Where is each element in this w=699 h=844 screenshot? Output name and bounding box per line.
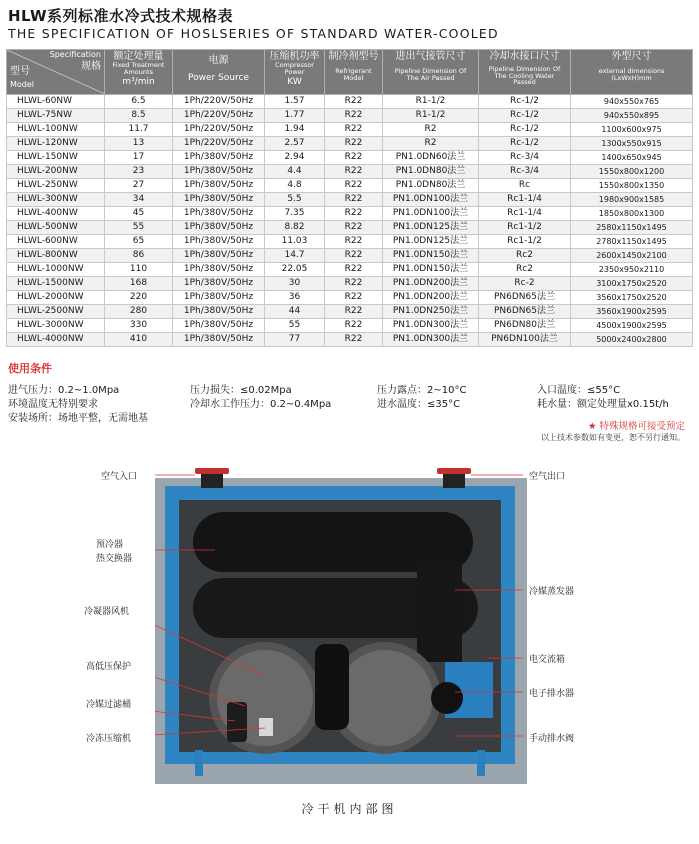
cell-power: 1Ph/380V/50Hz — [173, 277, 265, 291]
cell-flow: 11.7 — [105, 123, 173, 137]
cell-power: 1Ph/380V/50Hz — [173, 193, 265, 207]
header-dims-cn: 外型尺寸 — [611, 51, 652, 62]
cond-inlet-pressure: 进气压力：0.2~1.0Mpa — [8, 385, 120, 396]
cell-power: 1Ph/380V/50Hz — [173, 151, 265, 165]
cell-refrigerant: R22 — [325, 95, 383, 109]
fan-right-inner — [337, 650, 433, 746]
table-header-row — [7, 50, 693, 95]
cell-pipe: PN1.0DN80法兰 — [383, 179, 479, 193]
cell-flow: 55 — [105, 221, 173, 235]
cell-flow: 6.5 — [105, 95, 173, 109]
header-water-cn: 冷却水接口尺寸 — [489, 51, 560, 62]
table-row — [7, 151, 693, 165]
table-row — [7, 165, 693, 179]
cell-water: Rc1-1/2 — [479, 221, 571, 235]
cond-water-temp: 进水温度：≤35°C — [377, 399, 461, 410]
cell-water: PN6DN80法兰 — [479, 319, 571, 333]
cell-power: 1Ph/380V/50Hz — [173, 291, 265, 305]
cell-model: HLWL-1000NW — [7, 263, 105, 277]
leg-right — [477, 750, 485, 776]
header-compressor-unit: KW — [287, 77, 302, 87]
cell-water: Rc1-1/4 — [479, 207, 571, 221]
cell-water: Rc-1/2 — [479, 109, 571, 123]
cond-cooling-water-pressure: 冷却水工作压力：0.2~0.4Mpa — [190, 399, 332, 410]
table-row — [7, 291, 693, 305]
cell-refrigerant: R22 — [325, 207, 383, 221]
cell-flow: 8.5 — [105, 109, 173, 123]
cell-pipe: PN1.0DN80法兰 — [383, 165, 479, 179]
air-inlet-valve — [201, 472, 223, 488]
cond-pressure-loss: 压力损失：≤0.02Mpa — [190, 385, 292, 396]
cell-flow: 86 — [105, 249, 173, 263]
header-water-en3: Passed — [513, 78, 536, 86]
cell-water: Rc-1/2 — [479, 123, 571, 137]
cell-pipe: PN1.0DN250法兰 — [383, 305, 479, 319]
cell-flow: 13 — [105, 137, 173, 151]
cell-pipe: PN1.0DN150法兰 — [383, 263, 479, 277]
cell-power: 1Ph/380V/50Hz — [173, 319, 265, 333]
cell-water: Rc1-1/2 — [479, 235, 571, 249]
cell-pipe: PN1.0DN100法兰 — [383, 193, 479, 207]
cell-refrigerant: R22 — [325, 221, 383, 235]
table-row — [7, 319, 693, 333]
header-spec-en: Specification — [49, 50, 101, 59]
cell-power: 1Ph/380V/50Hz — [173, 305, 265, 319]
title-en: THE SPECIFICATION OF HOSLSERIES OF STANDARD WATER-COOLED — [8, 26, 499, 41]
label-pressure-protect: 高低压保护 — [86, 662, 132, 672]
cell-refrigerant: R22 — [325, 333, 383, 347]
cell-compressor: 7.35 — [265, 207, 325, 221]
header-water — [479, 50, 571, 95]
cell-refrigerant: R22 — [325, 151, 383, 165]
cell-compressor: 44 — [265, 305, 325, 319]
cell-dims: 940x550x765 — [571, 95, 693, 109]
cell-model: HLWL-150NW — [7, 151, 105, 165]
header-compressor-cn: 压缩机功率 — [269, 51, 320, 62]
cell-model: HLWL-4000NW — [7, 333, 105, 347]
cell-model: HLWL-400NW — [7, 207, 105, 221]
dryer-interior-photo — [155, 466, 527, 784]
cell-pipe: PN1.0DN150法兰 — [383, 249, 479, 263]
cell-model: HLWL-800NW — [7, 249, 105, 263]
cell-flow: 45 — [105, 207, 173, 221]
cell-dims: 2580x1150x1495 — [571, 221, 693, 235]
cell-pipe: PN1.0DN60法兰 — [383, 151, 479, 165]
cell-pipe: PN1.0DN100法兰 — [383, 207, 479, 221]
header-dims — [571, 50, 693, 95]
cell-flow: 17 — [105, 151, 173, 165]
cell-power: 1Ph/220V/50Hz — [173, 137, 265, 151]
cell-water: Rc2 — [479, 249, 571, 263]
label-evaporator: 冷媒蒸发器 — [529, 587, 575, 597]
cell-dims: 4500x1900x2595 — [571, 319, 693, 333]
label-precooler: 预冷器 — [96, 540, 124, 550]
cell-compressor: 55 — [265, 319, 325, 333]
cell-model: HLWL-250NW — [7, 179, 105, 193]
table-row — [7, 179, 693, 193]
air-inlet-handle — [195, 468, 229, 474]
cell-power: 1Ph/380V/50Hz — [173, 165, 265, 179]
label-control-box: 电交流箱 — [529, 655, 566, 665]
table-row — [7, 263, 693, 277]
cell-power: 1Ph/380V/50Hz — [173, 179, 265, 193]
cell-refrigerant: R22 — [325, 123, 383, 137]
cell-compressor: 77 — [265, 333, 325, 347]
header-refrigerant-en2: Model — [343, 73, 364, 82]
header-flow-en2: Amounts — [124, 67, 153, 76]
cell-flow: 330 — [105, 319, 173, 333]
cond-dew-point: 压力露点：2~10°C — [377, 385, 467, 396]
header-flow-en1: Fixed Treatment — [112, 61, 165, 69]
cell-flow: 410 — [105, 333, 173, 347]
cell-water: Rc-2 — [479, 277, 571, 291]
table-row — [7, 95, 693, 109]
header-dims-en1: external dimensions — [598, 67, 665, 75]
cell-pipe: PN1.0DN300法兰 — [383, 333, 479, 347]
cell-model: HLWL-600NW — [7, 235, 105, 249]
cell-flow: 23 — [105, 165, 173, 179]
label-air-in: 空气入口 — [101, 472, 138, 482]
header-refrigerant-cn: 制冷剂型号 — [328, 51, 379, 62]
cell-model: HLWL-75NW — [7, 109, 105, 123]
cell-model: HLWL-120NW — [7, 137, 105, 151]
cell-flow: 65 — [105, 235, 173, 249]
label-drain-manual: 手动排水阀 — [529, 734, 575, 744]
air-outlet-valve — [443, 472, 465, 488]
cell-dims: 2780x1150x1495 — [571, 235, 693, 249]
header-model-en: Model — [10, 80, 35, 89]
special-order-note: ★ 特殊规格可接受预定 — [587, 421, 685, 432]
leg-left — [195, 750, 203, 776]
cell-refrigerant: R22 — [325, 193, 383, 207]
header-flow-unit: m³/min — [122, 77, 155, 87]
cell-water: Rc-3/4 — [479, 151, 571, 165]
cell-water: Rc1-1/4 — [479, 193, 571, 207]
header-power — [173, 50, 265, 95]
label-drain-electronic: 电子排水器 — [529, 689, 575, 699]
cell-water: Rc2 — [479, 263, 571, 277]
cell-water: Rc-3/4 — [479, 165, 571, 179]
cond-install: 安装场所：场地平整，无需地基 — [8, 413, 148, 424]
header-flow-cn: 额定处理量 — [113, 51, 164, 62]
cell-refrigerant: R22 — [325, 235, 383, 249]
cell-dims: 1980x900x1585 — [571, 193, 693, 207]
cell-refrigerant: R22 — [325, 319, 383, 333]
cond-env-temp: 环境温度无特别要求 — [8, 399, 98, 410]
cell-pipe: R1-1/2 — [383, 95, 479, 109]
header-compressor-en2: Power — [284, 67, 305, 76]
cell-flow: 280 — [105, 305, 173, 319]
cell-dims: 1550x800x1350 — [571, 179, 693, 193]
cell-compressor: 1.57 — [265, 95, 325, 109]
cell-compressor: 2.94 — [265, 151, 325, 165]
cell-model: HLWL-1500NW — [7, 277, 105, 291]
diagram-caption: 冷干机内部图 — [301, 802, 398, 816]
cell-dims: 1300x550x915 — [571, 137, 693, 151]
air-outlet-handle — [437, 468, 471, 474]
label-air-out: 空气出口 — [529, 472, 566, 482]
cell-power: 1Ph/220V/50Hz — [173, 109, 265, 123]
header-water-en2: The Cooling Water — [494, 71, 555, 80]
cell-dims: 2600x1450x2100 — [571, 249, 693, 263]
cell-pipe: R2 — [383, 137, 479, 151]
cell-compressor: 1.94 — [265, 123, 325, 137]
table-row — [7, 249, 693, 263]
cell-water: PN6DN100法兰 — [479, 333, 571, 347]
cell-compressor: 4.8 — [265, 179, 325, 193]
cell-model: HLWL-300NW — [7, 193, 105, 207]
cell-compressor: 1.77 — [265, 109, 325, 123]
header-flow — [105, 50, 173, 95]
cell-pipe: R1-1/2 — [383, 109, 479, 123]
cell-model: HLWL-100NW — [7, 123, 105, 137]
header-pipe-en2: The Air Passed — [406, 73, 455, 82]
cell-flow: 27 — [105, 179, 173, 193]
cell-refrigerant: R22 — [325, 165, 383, 179]
cell-model: HLWL-60NW — [7, 95, 105, 109]
table-row — [7, 221, 693, 235]
cell-pipe: PN1.0DN125法兰 — [383, 235, 479, 249]
cell-power: 1Ph/380V/50Hz — [173, 235, 265, 249]
cell-dims: 1400x650x945 — [571, 151, 693, 165]
compressor-body — [315, 644, 349, 730]
cell-power: 1Ph/380V/50Hz — [173, 333, 265, 347]
cell-compressor: 5.5 — [265, 193, 325, 207]
cell-water: Rc — [479, 179, 571, 193]
table-row — [7, 193, 693, 207]
table-row — [7, 235, 693, 249]
label-condenser-fan: 冷凝器风机 — [84, 607, 130, 617]
cell-model: HLWL-200NW — [7, 165, 105, 179]
cell-dims: 1100x600x975 — [571, 123, 693, 137]
cell-flow: 110 — [105, 263, 173, 277]
cell-water: PN6DN65法兰 — [479, 305, 571, 319]
cell-pipe: PN1.0DN125法兰 — [383, 221, 479, 235]
header-compressor-en1: Compressor — [275, 61, 314, 69]
cell-power: 1Ph/380V/50Hz — [173, 207, 265, 221]
header-pipe — [383, 50, 479, 95]
cell-compressor: 14.7 — [265, 249, 325, 263]
cell-dims: 940x550x895 — [571, 109, 693, 123]
cell-compressor: 2.57 — [265, 137, 325, 151]
header-spec-cn: 规格 — [81, 61, 101, 72]
change-notice: 以上技术参数如有变更，恕不另行通知。 — [541, 433, 685, 442]
label-compressor: 冷冻压缩机 — [86, 734, 132, 744]
cell-compressor: 30 — [265, 277, 325, 291]
cell-flow: 220 — [105, 291, 173, 305]
cell-compressor: 8.82 — [265, 221, 325, 235]
riser-pipe — [417, 562, 462, 662]
header-water-en1: Pipeline Dimension Of — [488, 65, 561, 73]
filter-drum — [227, 702, 247, 742]
cond-water-consumption: 耗水量：额定处理量x0.15t/h — [537, 399, 669, 410]
cell-power: 1Ph/380V/50Hz — [173, 221, 265, 235]
cell-refrigerant: R22 — [325, 137, 383, 151]
pressure-switch — [259, 718, 273, 736]
table-row — [7, 305, 693, 319]
cell-refrigerant: R22 — [325, 305, 383, 319]
table-row — [7, 277, 693, 291]
cell-water: Rc-1/2 — [479, 95, 571, 109]
cell-dims: 3100x1750x2520 — [571, 277, 693, 291]
cell-compressor: 36 — [265, 291, 325, 305]
header-refrigerant-en1: Refrigerant — [335, 67, 372, 75]
table-row — [7, 137, 693, 151]
cell-dims: 2350x950x2110 — [571, 263, 693, 277]
cond-inlet-temp: 入口温度：≤55°C — [537, 385, 621, 396]
cell-flow: 168 — [105, 277, 173, 291]
header-model-cn: 型号 — [10, 66, 30, 77]
cell-water: Rc-1/2 — [479, 137, 571, 151]
cell-pipe: R2 — [383, 123, 479, 137]
table-row — [7, 333, 693, 347]
cell-refrigerant: R22 — [325, 291, 383, 305]
cell-dims: 5000x2400x2800 — [571, 333, 693, 347]
label-filter: 冷媒过滤桶 — [86, 700, 132, 710]
cell-power: 1Ph/220V/50Hz — [173, 95, 265, 109]
label-heat-exchanger: 热交换器 — [96, 554, 133, 564]
cell-compressor: 11.03 — [265, 235, 325, 249]
cell-pipe: PN1.0DN300法兰 — [383, 319, 479, 333]
cell-compressor: 4.4 — [265, 165, 325, 179]
cell-dims: 3560x1750x2520 — [571, 291, 693, 305]
cell-refrigerant: R22 — [325, 277, 383, 291]
cell-dims: 1550x800x1200 — [571, 165, 693, 179]
table-row — [7, 207, 693, 221]
cell-refrigerant: R22 — [325, 249, 383, 263]
cell-dims: 1850x800x1300 — [571, 207, 693, 221]
header-refrigerant — [325, 50, 383, 95]
header-model — [7, 50, 105, 95]
spec-table — [6, 49, 693, 347]
cell-power: 1Ph/220V/50Hz — [173, 123, 265, 137]
cell-dims: 3560x1900x2595 — [571, 305, 693, 319]
cell-power: 1Ph/380V/50Hz — [173, 263, 265, 277]
table-row — [7, 123, 693, 137]
header-dims-en2: (LxWxH)mm — [611, 73, 652, 82]
electronic-drain — [431, 682, 463, 714]
cell-power: 1Ph/380V/50Hz — [173, 249, 265, 263]
cell-model: HLWL-2000NW — [7, 291, 105, 305]
cell-compressor: 22.05 — [265, 263, 325, 277]
title-cn: HLW系列标准水冷式技术规格表 — [8, 7, 233, 25]
cell-flow: 34 — [105, 193, 173, 207]
conditions-title: 使用条件 — [8, 362, 52, 375]
cell-water: PN6DN65法兰 — [479, 291, 571, 305]
cell-refrigerant: R22 — [325, 109, 383, 123]
cell-refrigerant: R22 — [325, 179, 383, 193]
table-row — [7, 109, 693, 123]
header-power-en: Power Source — [188, 73, 249, 83]
cell-model: HLWL-3000NW — [7, 319, 105, 333]
header-power-cn: 电源 — [208, 55, 229, 66]
cell-model: HLWL-500NW — [7, 221, 105, 235]
cell-refrigerant: R22 — [325, 263, 383, 277]
header-pipe-cn: 进出气接管尺寸 — [395, 51, 466, 62]
cell-pipe: PN1.0DN200法兰 — [383, 291, 479, 305]
cell-model: HLWL-2500NW — [7, 305, 105, 319]
cell-pipe: PN1.0DN200法兰 — [383, 277, 479, 291]
header-pipe-en1: Pipeline Dimension Of — [394, 67, 467, 75]
header-compressor — [265, 50, 325, 95]
